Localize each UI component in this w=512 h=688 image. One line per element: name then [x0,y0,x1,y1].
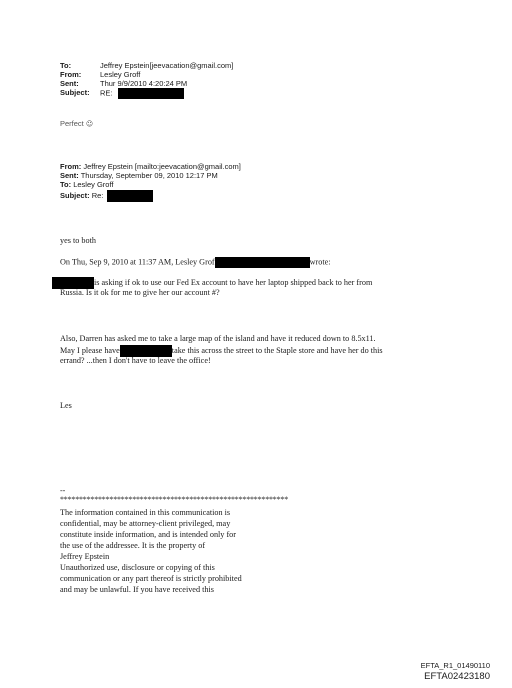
reply-text [60,119,93,128]
paragraph-1-line-2: Russia. Is it ok for me to give her our account #? [60,288,220,297]
to-label: To: [60,61,72,70]
quote-header [60,257,331,268]
paragraph-2-line-1: Also, Darren has asked me to take a large map of the island and have it reduced down to 8.5x11. [60,334,376,343]
fwd-subject-label: Subject: [60,190,90,200]
disclaimer-line: communication or any part thereof is strictly prohibited [60,574,242,583]
fwd-sent-row [60,171,218,180]
quote-header-end: wrote: [309,257,331,267]
fwd-sent-label: Sent: [60,171,79,180]
p1-line1-text: is asking if ok to use our Fed Ex account to have her laptop shipped back to her from [94,277,373,287]
disclaimer-stars: ************************************************************ [60,495,289,504]
disclaimer-dash: -- [60,486,66,495]
sender-email-redaction [215,257,310,268]
disclaimer-line: Unauthorized use, disclosure or copying of this [60,563,215,572]
disclaimer-line: and may be unlawful. If you have received this [60,585,214,594]
from-label: From: [60,70,82,79]
disclaimer-line: The information contained in this communication is [60,508,231,517]
disclaimer-line: Jeffrey Epstein [60,552,110,561]
paragraph-2-line-3: errand? ...then I don't have to leave the office! [60,356,211,365]
fwd-subject-value: Re: [91,190,104,200]
reply-word: Perfect [60,119,84,128]
subject-value: RE: [100,88,113,98]
fwd-sent-value: Thursday, September 09, 2010 12:17 PM [80,171,218,180]
p2-line2-start: May I please have [60,345,120,355]
sent-label: Sent: [60,79,79,88]
fwd-from-value: Jeffrey Epstein [mailto:jeevacation@gmail.com] [83,162,241,171]
fwd-from-label: From: [60,162,82,171]
fwd-from-row [60,162,241,171]
header-from-row [60,70,140,79]
smiley-icon: ☺ [85,120,94,128]
quote-header-start: On Thu, Sep 9, 2010 at 11:37 AM, Lesley Grof [60,257,215,267]
fwd-to-label: To: [60,180,72,189]
disclaimer-line: the use of the addressee. It is the property of [60,541,206,550]
signoff: Les [60,401,72,410]
to-value: Jeffrey Epstein[jeevacation@gmail.com] [100,61,234,70]
from-value: Lesley Groff [100,70,141,79]
p2-line2-end: take this across the street to the Staple store and have her do this [171,345,383,355]
subject-label: Subject: [60,88,90,98]
fwd-to-row [60,180,114,189]
fwd-subject-row [60,190,153,202]
disclaimer-line: confidential, may be attorney-client privileged, may [60,519,231,528]
subject-redaction [118,88,184,99]
reply-line: yes to both [60,236,96,245]
fwd-to-value: Lesley Groff [73,180,114,189]
disclaimer-line: constitute inside information, and is intended only for [60,530,236,539]
header-sent-row [60,79,187,88]
sent-value: Thur 9/9/2010 4:20:24 PM [100,79,188,88]
header-subject-row [60,88,184,99]
fwd-subject-redaction [107,190,153,202]
header-to-row [60,61,233,70]
footer-id-1: EFTA_R1_01490110 [420,661,490,670]
footer-id-2: EFTA02423180 [424,671,490,682]
